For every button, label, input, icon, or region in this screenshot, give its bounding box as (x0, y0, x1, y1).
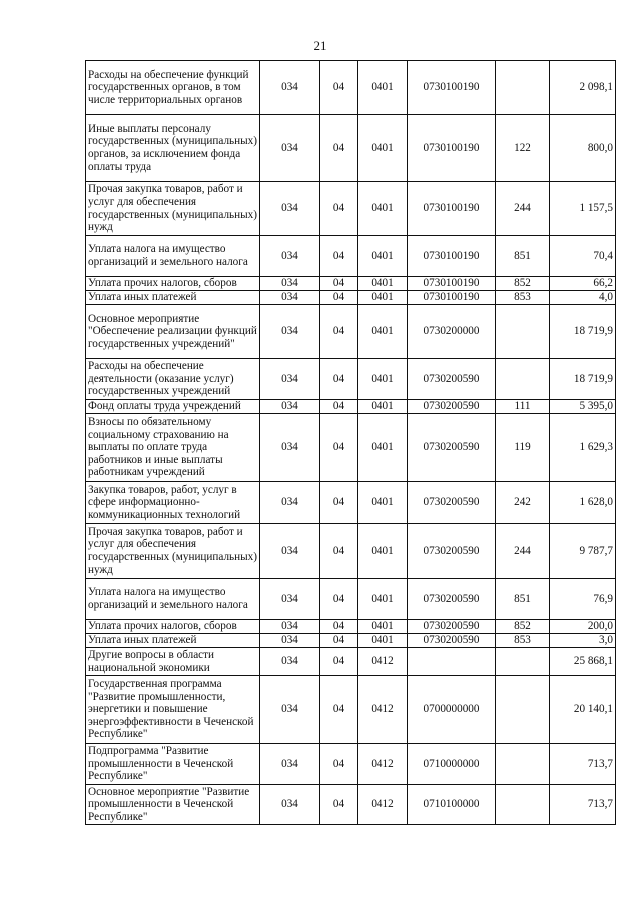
section-code: 04 (320, 579, 358, 620)
amount: 2 098,1 (550, 61, 616, 115)
expense-type-code: 122 (496, 115, 550, 182)
ministry-code: 034 (260, 115, 320, 182)
subsection-code: 0401 (358, 182, 408, 236)
subsection-code: 0401 (358, 236, 408, 277)
table-row (86, 579, 616, 620)
expense-name: Расходы на обеспечение функций государственных органов, в том числе территориальных органов (86, 61, 260, 115)
target-item-code: 0730100190 (408, 236, 496, 277)
expense-name: Основное мероприятие "Развитие промышленности в Чеченской Республике" (86, 785, 260, 825)
subsection-code: 0401 (358, 291, 408, 305)
expense-type-code: 119 (496, 414, 550, 482)
subsection-code: 0412 (358, 744, 408, 785)
expense-type-code (496, 676, 550, 744)
amount: 70,4 (550, 236, 616, 277)
subsection-code: 0401 (358, 414, 408, 482)
target-item-code: 0730100190 (408, 277, 496, 291)
section-code: 04 (320, 634, 358, 648)
target-item-code: 0700000000 (408, 676, 496, 744)
section-code: 04 (320, 277, 358, 291)
expense-type-code: 853 (496, 634, 550, 648)
amount: 800,0 (550, 115, 616, 182)
expense-name: Иные выплаты персоналу государственных (муниципальных) органов, за исключением фонда оплаты труда (86, 115, 260, 182)
amount: 1 629,3 (550, 414, 616, 482)
page-number: 21 (313, 38, 327, 53)
expense-name: Уплата налога на имущество организаций и земельного налога (86, 236, 260, 277)
target-item-code: 0710100000 (408, 785, 496, 825)
table-row (86, 359, 616, 400)
ministry-code: 034 (260, 359, 320, 400)
expense-type-code (496, 785, 550, 825)
subsection-code: 0401 (358, 400, 408, 414)
target-item-code: 0730200590 (408, 620, 496, 634)
target-item-code: 0730200590 (408, 400, 496, 414)
amount: 1 628,0 (550, 482, 616, 524)
target-item-code: 0730200590 (408, 359, 496, 400)
table-row (86, 291, 616, 305)
section-code: 04 (320, 648, 358, 676)
table-row (86, 115, 616, 182)
expense-type-code: 244 (496, 182, 550, 236)
subsection-code: 0401 (358, 579, 408, 620)
expense-name: Фонд оплаты труда учреждений (86, 400, 260, 414)
expense-name: Основное мероприятие "Обеспечение реализации функций государственных учреждений" (86, 305, 260, 359)
table-row (86, 620, 616, 634)
amount: 5 395,0 (550, 400, 616, 414)
section-code: 04 (320, 676, 358, 744)
target-item-code: 0730200590 (408, 482, 496, 524)
target-item-code (408, 648, 496, 676)
table-row (86, 648, 616, 676)
ministry-code: 034 (260, 236, 320, 277)
ministry-code: 034 (260, 648, 320, 676)
amount: 66,2 (550, 277, 616, 291)
ministry-code: 034 (260, 277, 320, 291)
ministry-code: 034 (260, 579, 320, 620)
amount: 18 719,9 (550, 305, 616, 359)
ministry-code: 034 (260, 620, 320, 634)
target-item-code: 0730200590 (408, 524, 496, 579)
expense-type-code (496, 359, 550, 400)
table-row (86, 744, 616, 785)
ministry-code: 034 (260, 634, 320, 648)
table-row (86, 182, 616, 236)
ministry-code: 034 (260, 524, 320, 579)
ministry-code: 034 (260, 61, 320, 115)
expense-type-code: 242 (496, 482, 550, 524)
subsection-code: 0401 (358, 115, 408, 182)
subsection-code: 0412 (358, 676, 408, 744)
table-row (86, 414, 616, 482)
table-row (86, 400, 616, 414)
expense-type-code: 244 (496, 524, 550, 579)
section-code: 04 (320, 359, 358, 400)
amount: 1 157,5 (550, 182, 616, 236)
expense-name: Прочая закупка товаров, работ и услуг для обеспечения государственных (муниципальных) нужд (86, 182, 260, 236)
amount: 25 868,1 (550, 648, 616, 676)
amount: 4,0 (550, 291, 616, 305)
subsection-code: 0401 (358, 482, 408, 524)
expense-type-code: 852 (496, 620, 550, 634)
table-row (86, 61, 616, 115)
expense-name: Подпрограмма "Развитие промышленности в Чеченской Республике" (86, 744, 260, 785)
amount: 9 787,7 (550, 524, 616, 579)
ministry-code: 034 (260, 785, 320, 825)
section-code: 04 (320, 291, 358, 305)
subsection-code: 0401 (358, 305, 408, 359)
section-code: 04 (320, 182, 358, 236)
ministry-code: 034 (260, 400, 320, 414)
target-item-code: 0730100190 (408, 61, 496, 115)
subsection-code: 0412 (358, 785, 408, 825)
target-item-code: 0730100190 (408, 115, 496, 182)
expense-name: Уплата прочих налогов, сборов (86, 277, 260, 291)
ministry-code: 034 (260, 744, 320, 785)
table-row (86, 277, 616, 291)
target-item-code: 0710000000 (408, 744, 496, 785)
section-code: 04 (320, 744, 358, 785)
target-item-code: 0730200590 (408, 634, 496, 648)
target-item-code: 0730100190 (408, 182, 496, 236)
amount: 713,7 (550, 744, 616, 785)
amount: 200,0 (550, 620, 616, 634)
table-row (86, 305, 616, 359)
target-item-code: 0730200590 (408, 579, 496, 620)
section-code: 04 (320, 61, 358, 115)
expense-type-code (496, 61, 550, 115)
expense-name: Закупка товаров, работ, услуг в сфере информационно-коммуникационных технологий (86, 482, 260, 524)
subsection-code: 0401 (358, 277, 408, 291)
section-code: 04 (320, 115, 358, 182)
expense-type-code (496, 305, 550, 359)
budget-table-body (86, 61, 616, 825)
ministry-code: 034 (260, 291, 320, 305)
subsection-code: 0401 (358, 634, 408, 648)
expense-name: Другие вопросы в области национальной экономики (86, 648, 260, 676)
amount: 18 719,9 (550, 359, 616, 400)
expense-type-code: 111 (496, 400, 550, 414)
amount: 20 140,1 (550, 676, 616, 744)
subsection-code: 0401 (358, 61, 408, 115)
table-row (86, 524, 616, 579)
target-item-code: 0730100190 (408, 291, 496, 305)
subsection-code: 0412 (358, 648, 408, 676)
table-row (86, 634, 616, 648)
subsection-code: 0401 (358, 359, 408, 400)
ministry-code: 034 (260, 305, 320, 359)
expense-name: Уплата иных платежей (86, 291, 260, 305)
expense-name: Прочая закупка товаров, работ и услуг для обеспечения государственных (муниципальных) нужд (86, 524, 260, 579)
amount: 76,9 (550, 579, 616, 620)
section-code: 04 (320, 482, 358, 524)
expense-name: Уплата налога на имущество организаций и земельного налога (86, 579, 260, 620)
expense-name: Взносы по обязательному социальному страхованию на выплаты по оплате труда работников и иные выплаты работникам учреждений (86, 414, 260, 482)
expense-type-code (496, 744, 550, 785)
ministry-code: 034 (260, 414, 320, 482)
expense-type-code: 853 (496, 291, 550, 305)
expense-type-code (496, 648, 550, 676)
target-item-code: 0730200590 (408, 414, 496, 482)
target-item-code: 0730200000 (408, 305, 496, 359)
section-code: 04 (320, 620, 358, 634)
section-code: 04 (320, 305, 358, 359)
table-row (86, 785, 616, 825)
subsection-code: 0401 (358, 620, 408, 634)
table-row (86, 676, 616, 744)
section-code: 04 (320, 414, 358, 482)
table-row (86, 482, 616, 524)
subsection-code: 0401 (358, 524, 408, 579)
ministry-code: 034 (260, 676, 320, 744)
expense-name: Расходы на обеспечение деятельности (оказание услуг) государственных учреждений (86, 359, 260, 400)
expense-name: Уплата иных платежей (86, 634, 260, 648)
amount: 713,7 (550, 785, 616, 825)
expense-name: Государственная программа "Развитие промышленности, энергетики и повышение энергоэффективности в Чеченской Республике" (86, 676, 260, 744)
section-code: 04 (320, 236, 358, 277)
table-row (86, 236, 616, 277)
ministry-code: 034 (260, 482, 320, 524)
budget-table (85, 60, 616, 825)
expense-type-code: 852 (496, 277, 550, 291)
expense-type-code: 851 (496, 579, 550, 620)
expense-name: Уплата прочих налогов, сборов (86, 620, 260, 634)
ministry-code: 034 (260, 182, 320, 236)
expense-type-code: 851 (496, 236, 550, 277)
section-code: 04 (320, 785, 358, 825)
section-code: 04 (320, 524, 358, 579)
section-code: 04 (320, 400, 358, 414)
amount: 3,0 (550, 634, 616, 648)
